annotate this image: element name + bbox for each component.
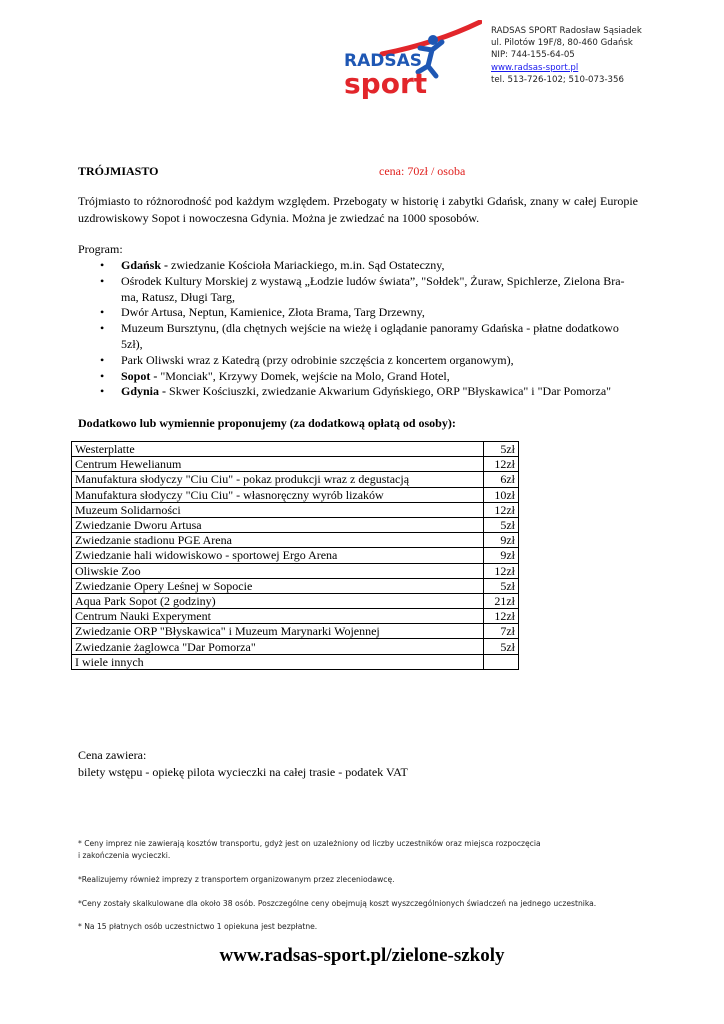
footer-url[interactable]: www.radsas-sport.pl/zielone-szkoly bbox=[219, 945, 505, 966]
company-info bbox=[491, 25, 642, 86]
program-item-text: Ośrodek Kultury Morskiej z wystawą „Łodzie ludów świata”, "Sołdek", Żuraw, Spichlerze, Zielona Bra-ma, Ratusz, Długi Targ, bbox=[121, 273, 625, 304]
extra-name: Manufaktura słodyczy "Ciu Ciu" - pokaz produkcji wraz z degustacją bbox=[72, 472, 484, 487]
logo-text-radsas: RADSAS bbox=[344, 51, 423, 71]
extra-name: Manufaktura słodyczy "Ciu Ciu" - własnoręczny wyrób lizaków bbox=[72, 487, 484, 502]
extra-name: Zwiedzanie żaglowca "Dar Pomorza" bbox=[72, 639, 484, 654]
extra-price: 12zł bbox=[484, 563, 519, 578]
extra-price: 12zł bbox=[484, 502, 519, 517]
offer-header bbox=[78, 164, 638, 179]
program-item-city: Gdańsk - bbox=[121, 258, 169, 272]
table-row bbox=[72, 502, 519, 517]
extra-price: 5zł bbox=[484, 517, 519, 532]
extra-name: Centrum Nauki Experyment bbox=[72, 609, 484, 624]
footnote: *Realizujemy również imprezy z transportem organizowanym przez zleceniodawcę. bbox=[78, 875, 395, 884]
program-item bbox=[78, 258, 638, 274]
extra-price bbox=[484, 654, 519, 669]
extra-name: Westerplatte bbox=[72, 442, 484, 457]
program-item bbox=[78, 353, 638, 369]
extra-name: Zwiedzanie hali widowiskowo - sportowej Ergo Arena bbox=[72, 548, 484, 563]
footnote: i zakończenia wycieczki. bbox=[78, 850, 171, 860]
program-item-text: Park Oliwski wraz z Katedrą (przy odrobinie szczęścia z koncertem organowym), bbox=[121, 352, 514, 367]
footnote: * Na 15 płatnych osób uczestnictwo 1 opiekuna jest bezpłatne. bbox=[78, 922, 318, 931]
table-row bbox=[72, 533, 519, 548]
company-phone: tel. 513-726-102; 510-073-356 bbox=[491, 74, 624, 85]
price-includes-text: bilety wstępu - opiekę pilota wycieczki na całej trasie - podatek VAT bbox=[78, 765, 408, 779]
extra-name: Aqua Park Sopot (2 godziny) bbox=[72, 593, 484, 608]
table-row bbox=[72, 593, 519, 608]
table-row bbox=[72, 624, 519, 639]
radsas-sport-logo bbox=[342, 20, 482, 100]
table-row bbox=[72, 548, 519, 563]
program-item bbox=[78, 369, 638, 385]
program-item bbox=[78, 321, 638, 353]
extra-name: I wiele innych bbox=[72, 654, 484, 669]
price-includes bbox=[78, 747, 408, 781]
program-item-text: "Monciak", Krzywy Domek, wejście na Molo, Grand Hotel, bbox=[157, 368, 450, 383]
extra-price: 7zł bbox=[484, 624, 519, 639]
logo-text-sport: sport bbox=[344, 67, 428, 100]
program-item bbox=[78, 305, 638, 321]
table-row bbox=[72, 487, 519, 502]
extra-price: 5zł bbox=[484, 442, 519, 457]
program-label: Program: bbox=[78, 242, 123, 256]
footnote: * Ceny imprez nie zawierają kosztów transportu, gdyż jest on uzależniony od liczby uczestników oraz miejsca rozpoczęcia bbox=[78, 839, 541, 848]
extra-price: 12zł bbox=[484, 609, 519, 624]
table-row bbox=[72, 457, 519, 472]
table-row bbox=[72, 517, 519, 532]
extra-price: 5zł bbox=[484, 639, 519, 654]
extra-name: Zwiedzanie Dworu Artusa bbox=[72, 517, 484, 532]
extra-name: Zwiedzanie stadionu PGE Arena bbox=[72, 533, 484, 548]
extra-name: Zwiedzanie ORP "Błyskawica" i Muzeum Marynarki Wojennej bbox=[72, 624, 484, 639]
table-row bbox=[72, 639, 519, 654]
company-nip: NIP: 744-155-64-05 bbox=[491, 50, 575, 61]
extra-price: 12zł bbox=[484, 457, 519, 472]
extra-name: Muzeum Solidarności bbox=[72, 502, 484, 517]
table-row bbox=[72, 442, 519, 457]
program-item-text: Skwer Kościuszki, zwiedzanie Akwarium Gdyńskiego, ORP "Błyskawica" i "Dar Pomorza" bbox=[166, 384, 612, 399]
offer-title: TRÓJMIASTO bbox=[78, 164, 159, 178]
program-item-text: zwiedzanie Kościoła Mariackiego, m.in. Sąd Ostateczny, bbox=[168, 258, 445, 272]
extra-price: 6zł bbox=[484, 472, 519, 487]
footnotes bbox=[78, 838, 658, 933]
logo-graphic bbox=[342, 20, 482, 100]
extra-price: 9zł bbox=[484, 548, 519, 563]
extra-name: Oliwskie Zoo bbox=[72, 563, 484, 578]
table-row bbox=[72, 472, 519, 487]
extra-price: 21zł bbox=[484, 593, 519, 608]
table-row bbox=[72, 578, 519, 593]
program-item-text: Muzeum Bursztynu, (dla chętnych wejście na wieżę i oglądanie panoramy Gdańska - płatne dodatkowo 5zł), bbox=[121, 321, 619, 351]
program-item bbox=[78, 384, 638, 400]
extras-heading: Dodatkowo lub wymiennie proponujemy (za dodatkową opłatą od osoby): bbox=[78, 416, 456, 430]
company-address: ul. Pilotów 19F/8, 80-460 Gdańsk bbox=[491, 38, 633, 49]
company-name: RADSAS SPORT Radosław Sąsiadek bbox=[491, 26, 642, 36]
table-row bbox=[72, 654, 519, 669]
company-website-link[interactable]: www.radsas-sport.pl bbox=[491, 62, 579, 73]
program-item-text: Dwór Artusa, Neptun, Kamienice, Złota Brama, Targ Drzewny, bbox=[121, 305, 425, 320]
table-row bbox=[72, 609, 519, 624]
extra-price: 10zł bbox=[484, 487, 519, 502]
price-includes-label: Cena zawiera: bbox=[78, 748, 147, 762]
extra-price: 9zł bbox=[484, 533, 519, 548]
footnote: *Ceny zostały skalkulowane dla około 38 osób. Poszczególne ceny obejmują koszt wyszczególnionych świadczeń na jednego uczestnika. bbox=[78, 898, 597, 908]
program-item-city: Sopot - bbox=[121, 368, 158, 383]
extra-name: Zwiedzanie Opery Leśnej w Sopocie bbox=[72, 578, 484, 593]
program-list bbox=[78, 258, 638, 400]
extra-name: Centrum Hewelianum bbox=[72, 457, 484, 472]
offer-price: cena: 70zł / osoba bbox=[379, 164, 466, 178]
program-item-city: Gdynia - bbox=[121, 384, 167, 399]
extras-table bbox=[71, 441, 519, 670]
table-row bbox=[72, 563, 519, 578]
extra-price: 5zł bbox=[484, 578, 519, 593]
program-item bbox=[78, 274, 638, 306]
offer-intro: Trójmiasto to różnorodność pod każdym względem. Przebogaty w historię i zabytki Gdańsk, znany w całej Europie uzdrowiskowy Sopot i nowoczesna Gdynia. Można je zwiedzać na 1000 sposobów. bbox=[78, 194, 638, 225]
